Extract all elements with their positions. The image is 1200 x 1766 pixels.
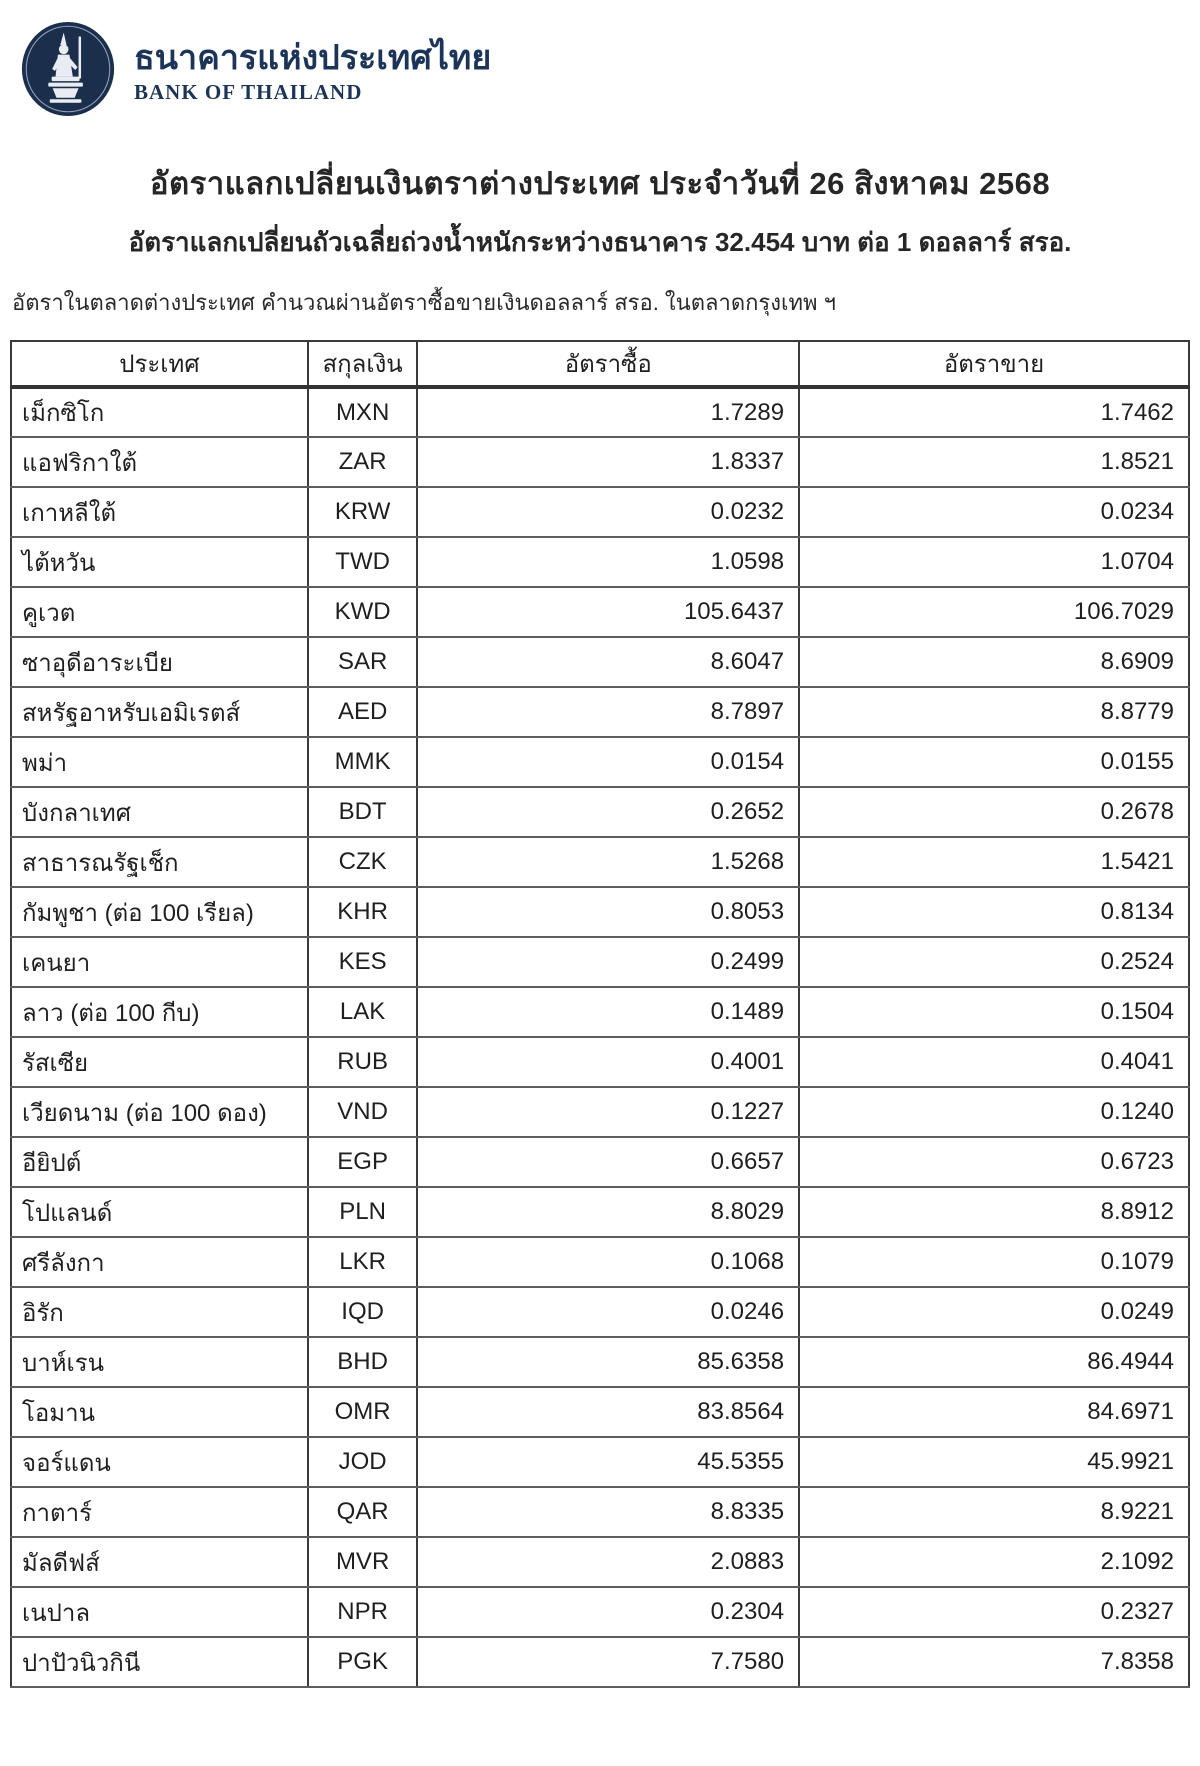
country-name-cell: สาธารณรัฐเช็ก: [11, 837, 308, 887]
sell-rate-cell: 1.5421: [799, 837, 1189, 887]
rates-table-body: [11, 387, 1189, 1687]
market-calculation-note: อัตราในตลาดต่างประเทศ คำนวณผ่านอัตราซื้อขายเงินดอลลาร์ สรอ. ในตลาดกรุงเทพ ฯ: [12, 290, 836, 315]
sell-rate-cell: 84.6971: [799, 1387, 1189, 1437]
sell-rate-cell: 8.8779: [799, 687, 1189, 737]
currency-code-cell: TWD: [308, 537, 418, 587]
currency-code-cell: MMK: [308, 737, 418, 787]
country-name-cell: บังกลาเทศ: [11, 787, 308, 837]
currency-code-cell: SAR: [308, 637, 418, 687]
sell-rate-cell: 8.8912: [799, 1187, 1189, 1237]
buy-rate-cell: 1.7289: [417, 387, 799, 437]
currency-code-cell: KWD: [308, 587, 418, 637]
bank-name-thai: ธนาคารแห่งประเทศไทย: [134, 38, 492, 77]
sell-rate-cell: 7.8358: [799, 1637, 1189, 1687]
country-name-cell: บาห์เรน: [11, 1337, 308, 1387]
buy-rate-cell: 85.6358: [417, 1337, 799, 1387]
currency-code-cell: EGP: [308, 1137, 418, 1187]
table-row: [11, 1487, 1189, 1537]
sell-rate-cell: 8.6909: [799, 637, 1189, 687]
country-name-cell: ซาอุดีอาระเบีย: [11, 637, 308, 687]
buy-rate-cell: 1.8337: [417, 437, 799, 487]
column-header-country: ประเทศ: [11, 341, 308, 387]
buy-rate-cell: 8.7897: [417, 687, 799, 737]
buy-rate-cell: 0.0154: [417, 737, 799, 787]
table-row: [11, 1387, 1189, 1437]
buy-rate-cell: 45.5355: [417, 1437, 799, 1487]
sell-rate-cell: 0.1079: [799, 1237, 1189, 1287]
country-name-cell: อิรัก: [11, 1287, 308, 1337]
country-name-cell: โปแลนด์: [11, 1187, 308, 1237]
buy-rate-cell: 0.0232: [417, 487, 799, 537]
sell-rate-cell: 0.0155: [799, 737, 1189, 787]
table-row: [11, 537, 1189, 587]
sell-rate-cell: 0.1504: [799, 987, 1189, 1037]
sell-rate-cell: 0.0234: [799, 487, 1189, 537]
buy-rate-cell: 0.6657: [417, 1137, 799, 1187]
currency-code-cell: LKR: [308, 1237, 418, 1287]
currency-code-cell: MXN: [308, 387, 418, 437]
country-name-cell: คูเวต: [11, 587, 308, 637]
buy-rate-cell: 0.2499: [417, 937, 799, 987]
table-row: [11, 737, 1189, 787]
table-row: [11, 687, 1189, 737]
table-header-row: [11, 341, 1189, 387]
country-name-cell: เคนยา: [11, 937, 308, 987]
currency-code-cell: LAK: [308, 987, 418, 1037]
buy-rate-cell: 8.6047: [417, 637, 799, 687]
table-row: [11, 1187, 1189, 1237]
sell-rate-cell: 1.0704: [799, 537, 1189, 587]
table-row: [11, 937, 1189, 987]
country-name-cell: แอฟริกาใต้: [11, 437, 308, 487]
buy-rate-cell: 0.1227: [417, 1087, 799, 1137]
country-name-cell: กัมพูชา (ต่อ 100 เรียล): [11, 887, 308, 937]
buy-rate-cell: 0.2304: [417, 1587, 799, 1637]
currency-code-cell: KES: [308, 937, 418, 987]
country-name-cell: โอมาน: [11, 1387, 308, 1437]
column-header-buy-rate: อัตราซื้อ: [417, 341, 799, 387]
bank-of-thailand-emblem-icon: [20, 17, 116, 121]
sell-rate-cell: 0.2524: [799, 937, 1189, 987]
table-row: [11, 1087, 1189, 1137]
country-name-cell: เนปาล: [11, 1587, 308, 1637]
buy-rate-cell: 0.1068: [417, 1237, 799, 1287]
currency-code-cell: RUB: [308, 1037, 418, 1087]
table-row: [11, 1037, 1189, 1087]
table-header: [11, 341, 1189, 387]
buy-rate-cell: 2.0883: [417, 1537, 799, 1587]
currency-code-cell: KRW: [308, 487, 418, 537]
currency-code-cell: PLN: [308, 1187, 418, 1237]
sell-rate-cell: 1.7462: [799, 387, 1189, 437]
currency-code-cell: QAR: [308, 1487, 418, 1537]
table-row: [11, 637, 1189, 687]
currency-code-cell: NPR: [308, 1587, 418, 1637]
sell-rate-cell: 2.1092: [799, 1537, 1189, 1587]
buy-rate-cell: 8.8029: [417, 1187, 799, 1237]
page-title: อัตราแลกเปลี่ยนเงินตราต่างประเทศ ประจำวันที่ 26 สิงหาคม 2568: [149, 166, 1051, 201]
country-name-cell: สหรัฐอาหรับเอมิเรตส์: [11, 687, 308, 737]
table-row: [11, 887, 1189, 937]
column-header-currency: สกุลเงิน: [308, 341, 418, 387]
country-name-cell: จอร์แดน: [11, 1437, 308, 1487]
table-row: [11, 437, 1189, 487]
country-name-cell: เกาหลีใต้: [11, 487, 308, 537]
table-row: [11, 787, 1189, 837]
currency-code-cell: BHD: [308, 1337, 418, 1387]
buy-rate-cell: 0.2652: [417, 787, 799, 837]
country-name-cell: รัสเซีย: [11, 1037, 308, 1087]
sell-rate-cell: 8.9221: [799, 1487, 1189, 1537]
country-name-cell: ศรีลังกา: [11, 1237, 308, 1287]
buy-rate-cell: 0.4001: [417, 1037, 799, 1087]
weighted-average-rate-subtitle: อัตราแลกเปลี่ยนถัวเฉลี่ยถ่วงน้ำหนักระหว่างธนาคาร 32.454 บาท ต่อ 1 ดอลลาร์ สรอ.: [128, 227, 1072, 257]
currency-code-cell: PGK: [308, 1637, 418, 1687]
currency-code-cell: ZAR: [308, 437, 418, 487]
country-name-cell: ไต้หวัน: [11, 537, 308, 587]
sell-rate-cell: 0.2327: [799, 1587, 1189, 1637]
currency-code-cell: IQD: [308, 1287, 418, 1337]
sell-rate-cell: 0.8134: [799, 887, 1189, 937]
table-row: [11, 387, 1189, 437]
buy-rate-cell: 105.6437: [417, 587, 799, 637]
exchange-rates-table: [10, 340, 1190, 1688]
column-header-sell-rate: อัตราขาย: [799, 341, 1189, 387]
sell-rate-cell: 0.1240: [799, 1087, 1189, 1137]
table-row: [11, 587, 1189, 637]
country-name-cell: อียิปต์: [11, 1137, 308, 1187]
buy-rate-cell: 7.7580: [417, 1637, 799, 1687]
country-name-cell: เวียดนาม (ต่อ 100 ดอง): [11, 1087, 308, 1137]
buy-rate-cell: 1.0598: [417, 537, 799, 587]
buy-rate-cell: 83.8564: [417, 1387, 799, 1437]
sell-rate-cell: 0.4041: [799, 1037, 1189, 1087]
bank-name-english: BANK OF THAILAND: [134, 80, 363, 105]
country-name-cell: กาตาร์: [11, 1487, 308, 1537]
sell-rate-cell: 0.0249: [799, 1287, 1189, 1337]
currency-code-cell: JOD: [308, 1437, 418, 1487]
country-name-cell: ลาว (ต่อ 100 กีบ): [11, 987, 308, 1037]
currency-code-cell: KHR: [308, 887, 418, 937]
table-row: [11, 1287, 1189, 1337]
country-name-cell: ปาปัวนิวกินี: [11, 1637, 308, 1687]
sell-rate-cell: 86.4944: [799, 1337, 1189, 1387]
table-row: [11, 487, 1189, 537]
table-row: [11, 1337, 1189, 1387]
table-row: [11, 1437, 1189, 1487]
currency-code-cell: AED: [308, 687, 418, 737]
table-row: [11, 987, 1189, 1037]
sell-rate-cell: 106.7029: [799, 587, 1189, 637]
buy-rate-cell: 0.0246: [417, 1287, 799, 1337]
table-row: [11, 1137, 1189, 1187]
table-row: [11, 1637, 1189, 1687]
currency-code-cell: OMR: [308, 1387, 418, 1437]
table-row: [11, 837, 1189, 887]
currency-code-cell: VND: [308, 1087, 418, 1137]
country-name-cell: มัลดีฟส์: [11, 1537, 308, 1587]
sell-rate-cell: 0.6723: [799, 1137, 1189, 1187]
bank-logo-text: [134, 33, 491, 105]
table-row: [11, 1587, 1189, 1637]
country-name-cell: พม่า: [11, 737, 308, 787]
currency-code-cell: CZK: [308, 837, 418, 887]
table-row: [11, 1537, 1189, 1587]
bank-logo-header: [10, 14, 1190, 124]
buy-rate-cell: 8.8335: [417, 1487, 799, 1537]
sell-rate-cell: 0.2678: [799, 787, 1189, 837]
sell-rate-cell: 45.9921: [799, 1437, 1189, 1487]
buy-rate-cell: 0.8053: [417, 887, 799, 937]
country-name-cell: เม็กซิโก: [11, 387, 308, 437]
currency-code-cell: MVR: [308, 1537, 418, 1587]
buy-rate-cell: 1.5268: [417, 837, 799, 887]
table-row: [11, 1237, 1189, 1287]
sell-rate-cell: 1.8521: [799, 437, 1189, 487]
currency-code-cell: BDT: [308, 787, 418, 837]
buy-rate-cell: 0.1489: [417, 987, 799, 1037]
